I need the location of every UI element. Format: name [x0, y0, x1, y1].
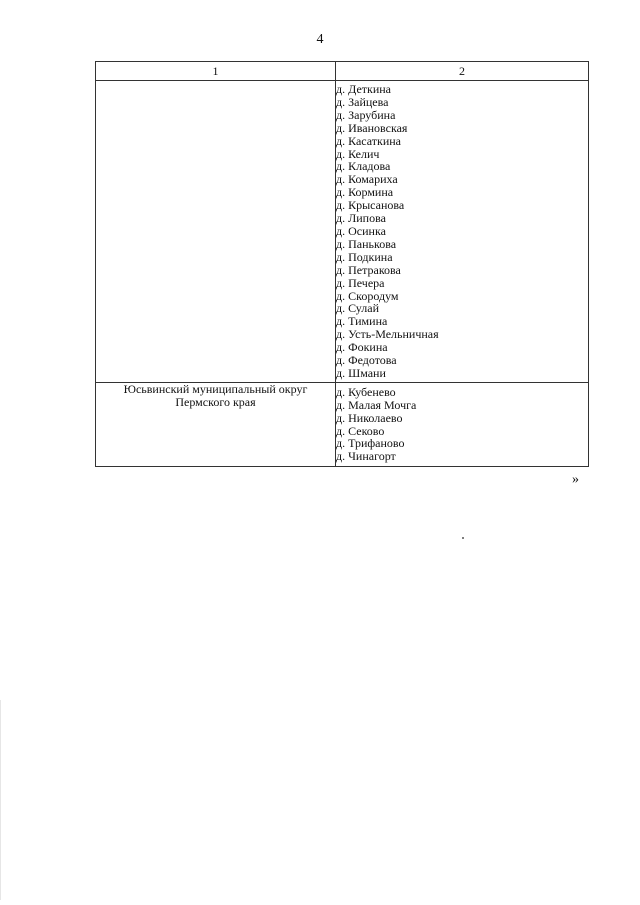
place-item: д. Секово [336, 423, 385, 438]
place-item: д. Усть-Мельничная [336, 327, 439, 342]
place-item: д. Крысанова [336, 198, 405, 213]
table-row [96, 81, 589, 383]
place-item: д. Сулай [336, 301, 380, 316]
place-item: д. Подкина [336, 249, 393, 264]
table-row [96, 382, 589, 466]
page-number: 4 [316, 32, 324, 47]
place-item: д. Кладова [336, 159, 391, 174]
places-list [336, 386, 588, 463]
place-item: д. Кормина [336, 185, 394, 200]
column-header-1: 1 [96, 62, 336, 81]
column-header-2: 2 [336, 62, 589, 81]
place-item: д. Печера [336, 275, 385, 290]
place-item: д. Фокина [336, 340, 388, 355]
place-item: д. Кубенево [336, 384, 396, 399]
place-item: д. Зарубина [336, 107, 396, 122]
place-item: д. Федотова [336, 353, 397, 368]
place-item: д. Николаево [336, 410, 403, 425]
document-table [95, 61, 589, 467]
place-item: д. Трифаново [336, 436, 405, 451]
place-item: д. Липова [336, 211, 386, 226]
place-item: д. Малая Мочга [336, 397, 417, 412]
place-item: д. Чинагорт [336, 449, 396, 464]
place-item: д. Шмани [336, 365, 386, 380]
place-item: д. Келич [336, 146, 380, 161]
places-cell [336, 81, 589, 383]
place-item: д. Деткина [336, 82, 392, 96]
district-cell: Юсьвинский муниципальный округ Пермского края [96, 382, 336, 466]
place-item: д. Петракова [336, 262, 401, 277]
place-item: д. Касаткина [336, 133, 402, 148]
district-cell [96, 81, 336, 383]
place-item: д. Ивановская [336, 120, 408, 135]
table-header-row [96, 62, 589, 81]
place-item: д. Тимина [336, 314, 388, 329]
scan-edge-line [0, 700, 1, 900]
place-item: д. Осинка [336, 223, 386, 238]
place-item: д. Скородум [336, 288, 399, 303]
place-item: д. Панькова [336, 236, 397, 251]
closing-quote: » [572, 472, 579, 487]
place-item: д. Комариха [336, 172, 398, 187]
places-list [336, 83, 588, 380]
places-cell [336, 382, 589, 466]
scan-speck [462, 537, 464, 539]
place-item: д. Зайцева [336, 94, 389, 109]
